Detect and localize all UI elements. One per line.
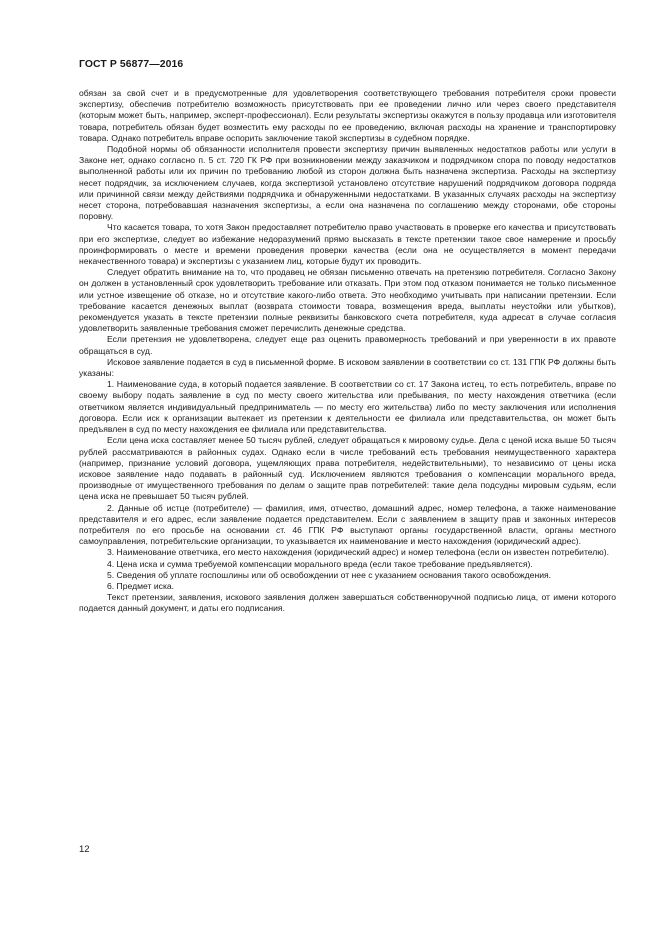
list-item: 1. Наименование суда, в который подается заявление. В соответствии со ст. 17 Закона истец, то есть потребитель, вправе по своему выбору подать заявление в суд по месту своего жительства или пребывания, по месту нахождения ответчика (если ответчиком является индивидуальный предприниматель — по месту его жительства) либо по месту заключения или исполнения договора. Если иск к организации вытекает из претензии к деятельности ее филиала или представительства, он может быть предъявлен в суд по месту нахождения ее филиала или представительства. [79, 379, 616, 435]
paragraph: Подобной нормы об обязанности исполнителя провести экспертизу причин выявленных недостатков работы или услуги в Законе нет, однако согласно п. 5 ст. 720 ГК РФ при возникновении между заказчиком и подрядчиком спора по поводу недостатков выполненной работы или их причин по требованию любой из сторон должна быть назначена экспертиза. Расходы на экспертизу несет подрядчик, за исключением случаев, когда экспертизой установлено отсутствие нарушений подрядчиком договора подряда или причинной связи между действиями подрядчика и обнаруженными недостатками. В указанных случаях расходы на экспертизу несет сторона, потребовавшая назначения экспертизы, а если она назначена по соглашению между сторонами, обе стороны поровну. [79, 144, 616, 222]
list-item: 3. Наименование ответчика, его место нахождения (юридический адрес) и номер телефона (если он известен потребителю). [107, 547, 610, 558]
paragraph: Если претензия не удовлетворена, следует еще раз оценить правомерность требований и при уверенности в их правоте обращаться в суд. [79, 334, 616, 356]
document-header: ГОСТ Р 56877—2016 [79, 59, 184, 70]
page-number: 12 [79, 844, 90, 855]
document-body [79, 88, 616, 615]
paragraph: Исковое заявление подается в суд в письменной форме. В исковом заявлении в соответствии со ст. 131 ГПК РФ должны быть указаны: [79, 356, 616, 379]
paragraph: обязан за свой счет и в предусмотренные для удовлетворения соответствующего требования потребителя сроки провести экспертизу, обеспечив потребителю возможность присутствовать при ее проведении лично или через своего представителя (которым может быть, например, эксперт-профессионал). Если результаты экспертизы окажутся в пользу продавца или изготовителя товара, потребитель обязан будет возместить ему расходы по ее проведению, включая расходы на хранение и транспортировку товара. Однако потребитель вправе оспорить заключение такой экспертизы в судебном порядке. [79, 88, 616, 143]
paragraph: Если цена иска составляет менее 50 тысяч рублей, следует обращаться к мировому судье. Дела с ценой иска выше 50 тысяч рублей рассматриваются в районных судах. Однако если в числе требований есть требования неимущественного характера (например, признание условий договора, ущемляющих права потребителя, недействительными), то независимо от цены иска исковое заявление надо подавать в районный суд. Исключением являются требования о компенсации морального вреда, производные от имущественного требования по делам о защите прав потребителей: такие дела подсудны мировым судьям, если цена иска не превышает 50 тысяч рублей. [79, 435, 616, 502]
paragraph: Что касается товара, то хотя Закон предоставляет потребителю право участвовать в проверке его качества и присутствовать при его экспертизе, следует во избежание недоразумений прямо высказать в тексте претензии такое свое намерение и просьбу проинформировать о месте и времени проведения проверки качества (если она не осуществляется в момент передачи некачественного товара) и экспертизы с указанием лиц, которые будут их проводить. [79, 222, 616, 267]
paragraph: Следует обратить внимание на то, что продавец не обязан письменно отвечать на претензию потребителя. Согласно Закону он должен в установленный срок удовлетворить требование или отказать. При этом под отказом понимается не только письменное или устное извещение об отказе, но и отсутствие какого-либо ответа. Это необходимо учитывать при написании претензии. Если требование касается денежных выплат (возврата стоимости товара, возмещения вреда, выплаты неустойки или убытков), рекомендуется указать в тексте претензии полные реквизиты банковского счета потребителя, куда адресат в случае согласия удовлетворить заявленные требования сможет перечислить денежные средства. [79, 267, 616, 334]
paragraph: Текст претензии, заявления, искового заявления должен завершаться собственноручной подписью лица, от имени которого подается данный документ, и даты его подписания. [79, 592, 616, 614]
list-item: 5. Сведения об уплате госпошлины или об освобождении от нее с указанием основания такого освобождения. [107, 569, 552, 580]
list-item: 2. Данные об истце (потребителе) — фамилия, имя, отчество, домашний адрес, номер телефона, а также наименование представителя и его адрес, если заявление подается представителем. Если с заявлением в защиту прав и законных интересов потребителя по его просьбе на основании ст. 46 ГПК РФ выступают органы государственной власти, органы местного самоуправления, потребительские организации, то указывается их наименование и место нахождения (юридический адрес). [79, 502, 616, 547]
list-item: 4. Цена иска и сумма требуемой компенсации морального вреда (если такое требование предъявляется). [107, 558, 533, 569]
list-item: 6. Предмет иска. [107, 580, 175, 591]
